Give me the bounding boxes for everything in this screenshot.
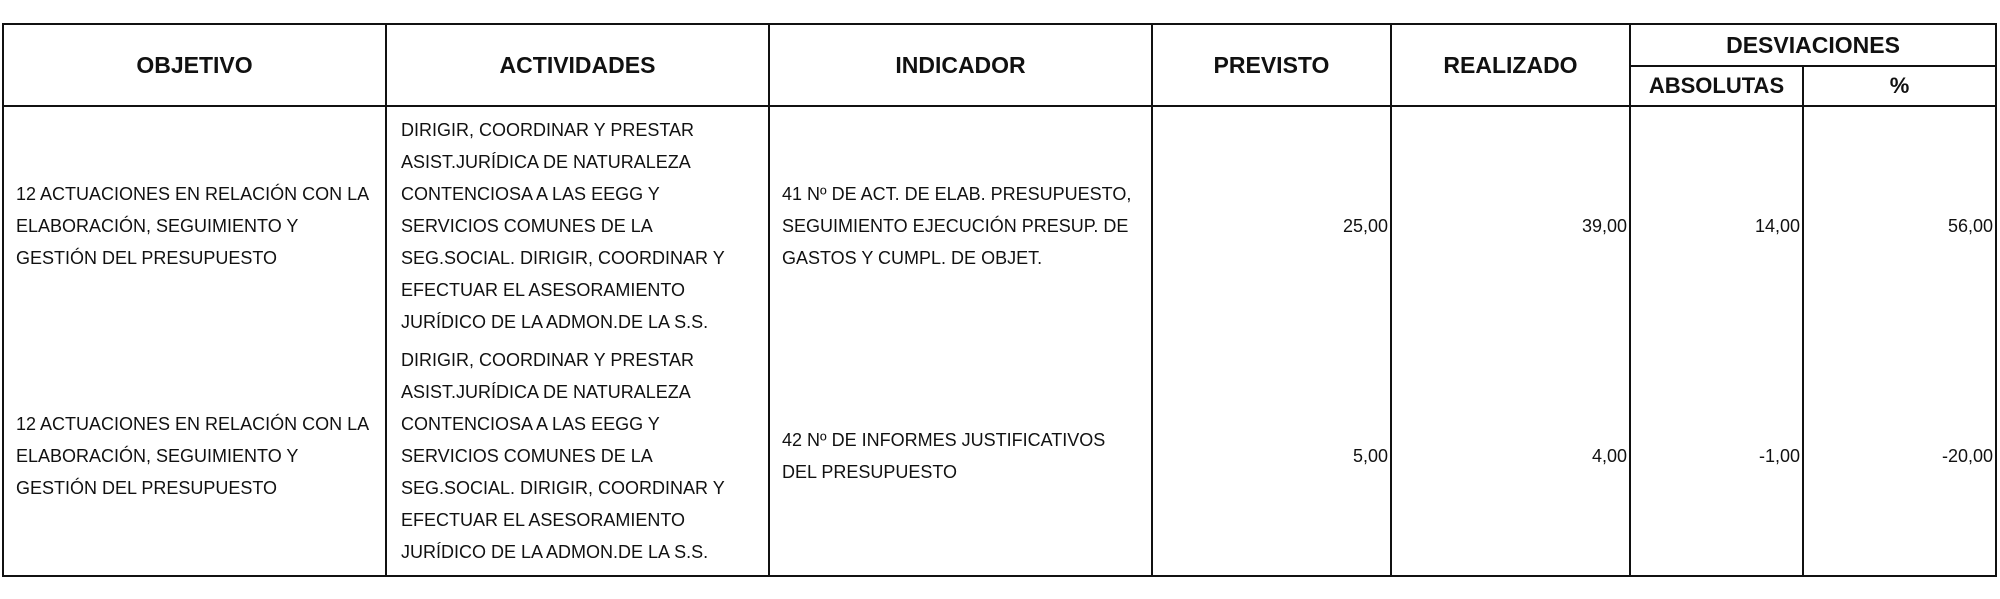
table-header [3,24,1996,106]
cell-previsto: 5,00 [1152,341,1391,576]
indicators-table [2,23,1997,577]
cell-actividades-text: DIRIGIR, COORDINAR Y PRESTAR ASIST.JURÍDICA DE NATURALEZA CONTENCIOSA A LAS EEGG Y SERVICIOS COMUNES DE LA SEG.SOCIAL. DIRIGIR, COORDINAR Y EFECTUAR EL ASESORAMIENTO JURÍDICO DE LA ADMON.DE LA S.S. [401,120,725,332]
cell-indicador [769,341,1152,576]
header-objetivo: OBJETIVO [3,24,386,106]
header-previsto: PREVISTO [1152,24,1391,106]
cell-previsto: 25,00 [1152,106,1391,341]
cell-indicador-text: 41 Nº DE ACT. DE ELAB. PRESUPUESTO, SEGUIMIENTO EJECUCIÓN PRESUP. DE GASTOS Y CUMPL. DE OBJET. [782,184,1132,268]
header-absolutas: ABSOLUTAS [1630,66,1803,106]
cell-indicador-text: 42 Nº DE INFORMES JUSTIFICATIVOS DEL PRESUPUESTO [782,430,1106,482]
cell-actividades [386,106,769,341]
cell-realizado: 4,00 [1391,341,1630,576]
cell-realizado: 39,00 [1391,106,1630,341]
cell-indicador [769,106,1152,341]
header-indicador: INDICADOR [769,24,1152,106]
cell-absolutas: 14,00 [1630,106,1803,341]
header-porcentaje: % [1803,66,1996,106]
cell-absolutas: -1,00 [1630,341,1803,576]
indicators-table-container [2,23,1995,577]
cell-objetivo [3,106,386,341]
table-body [3,106,1996,576]
header-actividades: ACTIVIDADES [386,24,769,106]
cell-porcentaje: -20,00 [1803,341,1996,576]
cell-objetivo [3,341,386,576]
cell-actividades [386,341,769,576]
cell-objetivo-text: 12 ACTUACIONES EN RELACIÓN CON LA ELABORACIÓN, SEGUIMIENTO Y GESTIÓN DEL PRESUPUESTO [16,414,369,498]
cell-actividades-text: DIRIGIR, COORDINAR Y PRESTAR ASIST.JURÍDICA DE NATURALEZA CONTENCIOSA A LAS EEGG Y SERVICIOS COMUNES DE LA SEG.SOCIAL. DIRIGIR, COORDINAR Y EFECTUAR EL ASESORAMIENTO JURÍDICO DE LA ADMON.DE LA S.S. [401,350,725,562]
header-desviaciones: DESVIACIONES [1630,24,1996,66]
table-row [3,341,1996,576]
table-row [3,106,1996,341]
cell-porcentaje: 56,00 [1803,106,1996,341]
cell-objetivo-text: 12 ACTUACIONES EN RELACIÓN CON LA ELABORACIÓN, SEGUIMIENTO Y GESTIÓN DEL PRESUPUESTO [16,184,369,268]
header-realizado: REALIZADO [1391,24,1630,106]
